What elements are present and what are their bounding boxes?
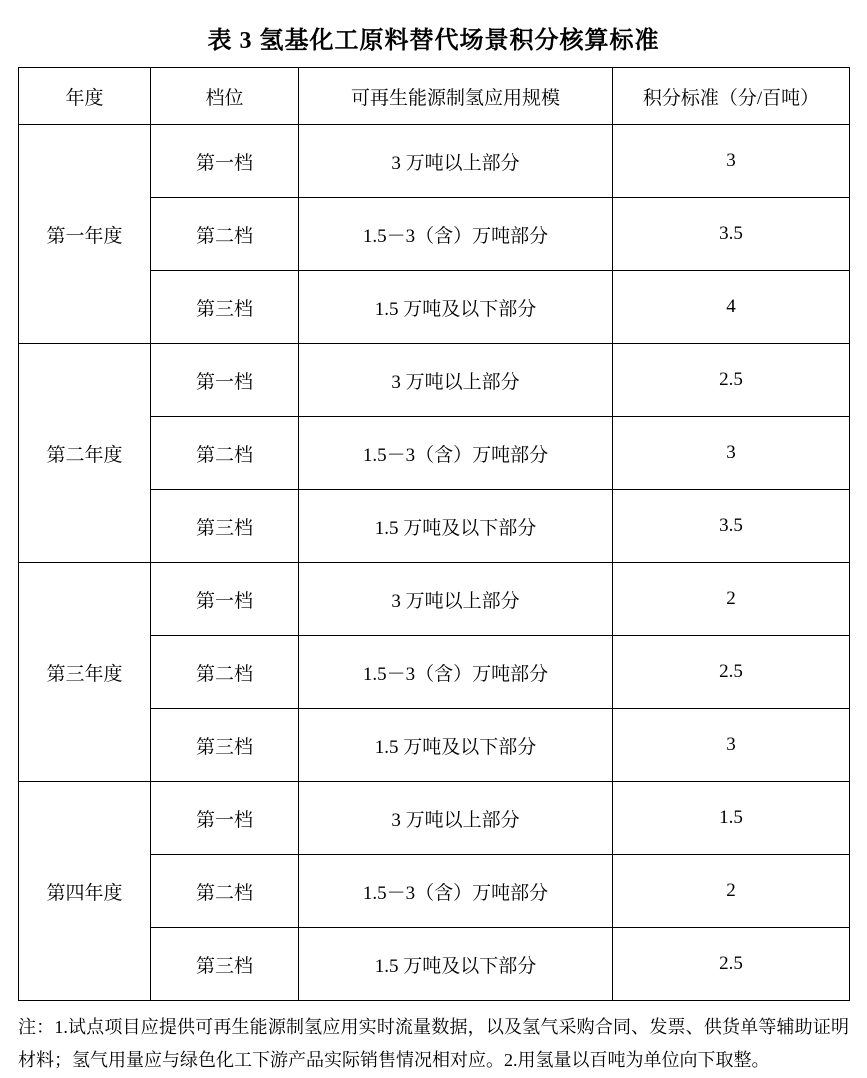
table-row bbox=[19, 782, 850, 855]
scale-cell: 1.5－3（含）万吨部分 bbox=[299, 198, 613, 271]
table-notes: 注：1.试点项目应提供可再生能源制氢应用实时流量数据，以及氢气采购合同、发票、供货单等辅助证明材料；氢气用量应与绿色化工下游产品实际销售情况相对应。2.用氢量以百吨为单位向下取整。 bbox=[18, 1017, 849, 1071]
scale-cell: 3 万吨以上部分 bbox=[299, 125, 613, 198]
scale-cell: 3 万吨以上部分 bbox=[299, 563, 613, 636]
tier-cell: 第一档 bbox=[151, 344, 299, 417]
score-cell: 4 bbox=[613, 271, 850, 344]
scale-cell: 1.5 万吨及以下部分 bbox=[299, 928, 613, 1001]
table-row bbox=[19, 563, 850, 636]
year-cell: 第三年度 bbox=[19, 563, 151, 782]
score-standard-table bbox=[18, 67, 850, 1001]
score-cell: 1.5 bbox=[613, 782, 850, 855]
column-header-tier: 档位 bbox=[151, 68, 299, 125]
tier-cell: 第二档 bbox=[151, 417, 299, 490]
tier-cell: 第一档 bbox=[151, 782, 299, 855]
scale-cell: 1.5 万吨及以下部分 bbox=[299, 490, 613, 563]
score-cell: 2.5 bbox=[613, 344, 850, 417]
year-cell: 第一年度 bbox=[19, 125, 151, 344]
scale-cell: 3 万吨以上部分 bbox=[299, 782, 613, 855]
score-cell: 3 bbox=[613, 709, 850, 782]
tier-cell: 第二档 bbox=[151, 198, 299, 271]
score-cell: 3 bbox=[613, 125, 850, 198]
score-cell: 2 bbox=[613, 855, 850, 928]
table-header bbox=[19, 68, 850, 125]
scale-cell: 1.5 万吨及以下部分 bbox=[299, 271, 613, 344]
tier-cell: 第二档 bbox=[151, 636, 299, 709]
score-cell: 2 bbox=[613, 563, 850, 636]
page-title: 表 3 氢基化工原料替代场景积分核算标准 bbox=[207, 28, 660, 54]
year-cell: 第四年度 bbox=[19, 782, 151, 1001]
column-header-score: 积分标准（分/百吨） bbox=[613, 68, 850, 125]
scale-cell: 1.5－3（含）万吨部分 bbox=[299, 636, 613, 709]
table-header-row bbox=[19, 68, 850, 125]
tier-cell: 第二档 bbox=[151, 855, 299, 928]
column-header-year: 年度 bbox=[19, 68, 151, 125]
table-row bbox=[19, 344, 850, 417]
scale-cell: 1.5－3（含）万吨部分 bbox=[299, 855, 613, 928]
scale-cell: 3 万吨以上部分 bbox=[299, 344, 613, 417]
table-body bbox=[19, 125, 850, 1001]
column-header-scale: 可再生能源制氢应用规模 bbox=[299, 68, 613, 125]
tier-cell: 第一档 bbox=[151, 125, 299, 198]
tier-cell: 第三档 bbox=[151, 928, 299, 1001]
scale-cell: 1.5－3（含）万吨部分 bbox=[299, 417, 613, 490]
tier-cell: 第三档 bbox=[151, 271, 299, 344]
score-cell: 3 bbox=[613, 417, 850, 490]
score-cell: 3.5 bbox=[613, 198, 850, 271]
score-cell: 2.5 bbox=[613, 928, 850, 1001]
score-cell: 2.5 bbox=[613, 636, 850, 709]
scale-cell: 1.5 万吨及以下部分 bbox=[299, 709, 613, 782]
tier-cell: 第一档 bbox=[151, 563, 299, 636]
table-row bbox=[19, 125, 850, 198]
tier-cell: 第三档 bbox=[151, 709, 299, 782]
year-cell: 第二年度 bbox=[19, 344, 151, 563]
tier-cell: 第三档 bbox=[151, 490, 299, 563]
score-cell: 3.5 bbox=[613, 490, 850, 563]
